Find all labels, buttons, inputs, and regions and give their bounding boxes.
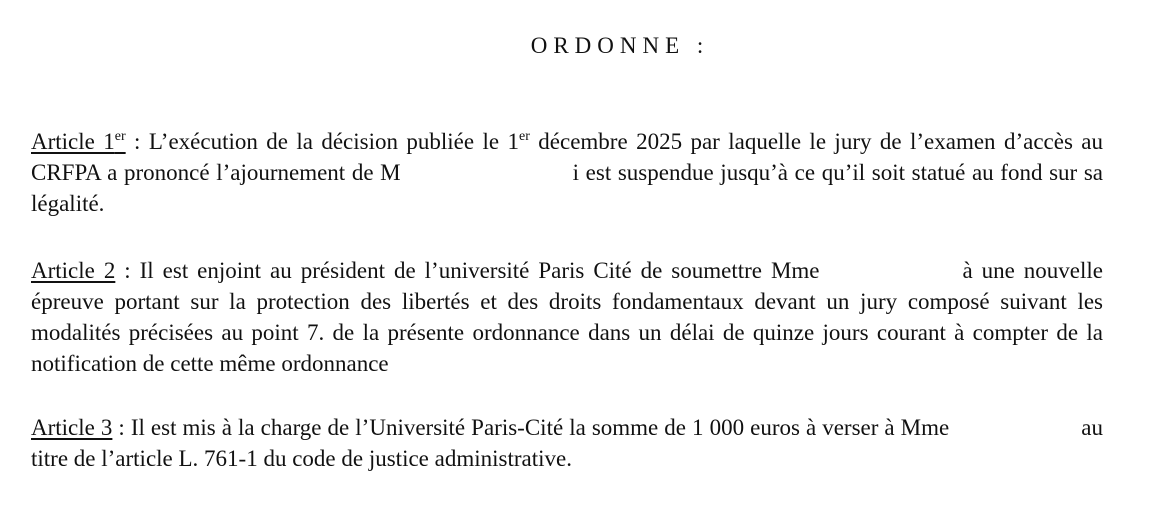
- redacted-name: [955, 417, 1075, 439]
- article-3-paragraph: [31, 412, 1103, 474]
- article-3-label: Article 3: [31, 415, 113, 440]
- article-2-label: Article 2: [31, 258, 116, 283]
- article-1-text: i est suspendue jusqu’à ce qu’il soit statué au fond sur sa légalité.: [31, 160, 1103, 216]
- article-1-text: décembre 2025 par laquelle le jury de l’examen d’accès au CRFPA a prononcé l’ajournement de M: [31, 129, 1103, 185]
- article-3-text: au titre de l’article L. 761-1 du code de justice administrative.: [31, 415, 1104, 471]
- article-1-paragraph: [31, 126, 1103, 219]
- article-2-paragraph: [31, 255, 1103, 379]
- article-3-text: : Il est mis à la charge de l’Université Paris-Cité la somme de 1 000 euros à verser à Mme: [112, 415, 950, 440]
- ordonne-heading: ORDONNE :: [530, 33, 710, 58]
- redacted-name: [828, 260, 953, 282]
- article-2-text: : Il est enjoint au président de l’université Paris Cité de soumettre Mme: [115, 258, 820, 283]
- article-1-text: : L’exécution de la décision publiée le 1: [125, 129, 519, 154]
- article-1-sup: er: [519, 129, 530, 144]
- redacted-name: [401, 162, 573, 184]
- article-2-text: à une nouvelle épreuve portant sur la protection des libertés et des droits fondamentaux devant un jury composé suivant les modalités précisées au point 7. de la présente ordonnance dans un délai de quinze jours courant à compter de la notification de cette même ordonnance: [31, 258, 1103, 376]
- article-1-label: Article 1er: [31, 129, 126, 154]
